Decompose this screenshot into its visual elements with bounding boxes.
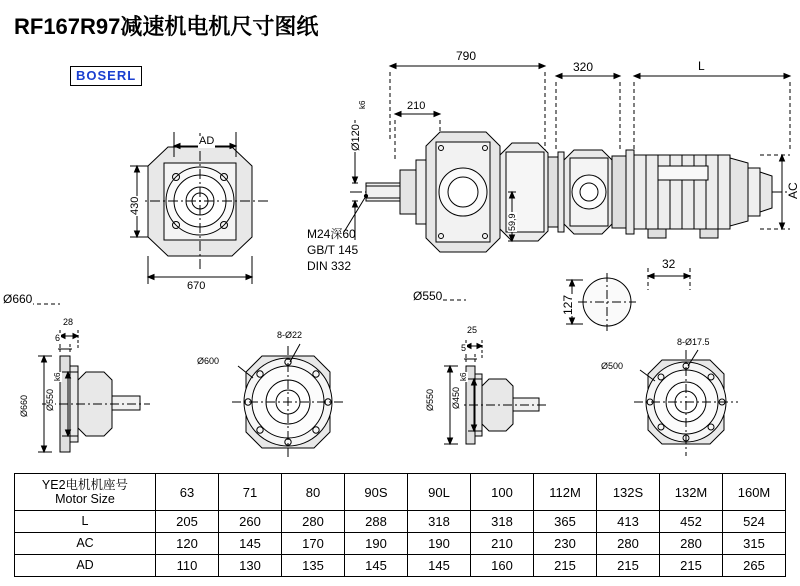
dim-dia660-top: Ø660 [3,292,33,306]
table-cell: 260 [219,511,282,533]
table-cell: 190 [408,533,471,555]
table-header-row [15,474,786,511]
dim-670: 670 [187,280,206,292]
motor-size-table [14,473,786,577]
thread-spec-line2: GB/T 145 [307,243,359,257]
table-header-cell: 71 [219,474,282,511]
dim-210: 210 [407,100,426,112]
table-header-cell: 80 [282,474,345,511]
table-cell: 110 [156,555,219,577]
dim-AC: AC [786,182,800,199]
dim-59-9: 59,9 [507,213,517,231]
dim-28: 28 [63,317,74,327]
table-cell: 145 [408,555,471,577]
table-cell: 280 [597,533,660,555]
table-cell: 280 [282,511,345,533]
table-cell: 318 [408,511,471,533]
table-cell: 315 [723,533,786,555]
table-cell: 288 [345,511,408,533]
dim-dia660-v: Ø660 [19,394,29,417]
dim-320: 320 [573,60,594,74]
dim-ad-top: AD [199,135,215,147]
table-cell: 230 [534,533,597,555]
table-header-cell: 132S [597,474,660,511]
table-cell: 524 [723,511,786,533]
table-cell: 170 [282,533,345,555]
dim-dia500: Ø500 [601,361,624,371]
table-cell: 120 [156,533,219,555]
table-cell: 135 [282,555,345,577]
dim-holes-8x17-5: 8-Ø17.5 [677,337,710,347]
table-cell: 210 [471,533,534,555]
table-cell: 452 [660,511,723,533]
table-row-label: AD [15,555,156,577]
table-cell: 265 [723,555,786,577]
table-header-cell: 112M [534,474,597,511]
dim-5: 5 [461,343,467,353]
dim-32: 32 [662,257,676,271]
table-header-cell: 100 [471,474,534,511]
table-row [15,555,786,577]
dim-holes-8x22: 8-Ø22 [277,330,303,340]
brand-logo: BOSERL [70,66,142,86]
table-cell: 280 [660,533,723,555]
table-cell: 215 [660,555,723,577]
table-header-cell: 132M [660,474,723,511]
table-cell: 160 [471,555,534,577]
dim-dia120k6-tol: k6 [358,100,367,109]
table-cell: 145 [219,533,282,555]
dim-dia450k6-tol: k6 [459,372,468,381]
table-cell: 145 [345,555,408,577]
table-header-label: YE2电机机座号 Motor Size [15,474,156,511]
table-row-label: L [15,511,156,533]
dim-dia450k6-v: Ø450 [451,386,461,409]
table-header-cell: 63 [156,474,219,511]
dim-dia120k6: Ø120 [350,124,362,151]
table-row [15,511,786,533]
table-header-cell: 160M [723,474,786,511]
dim-dia550-v: Ø550 [425,388,435,411]
dim-25: 25 [467,325,478,335]
thread-spec-line1: M24深60 [307,227,356,241]
table-header-cell: 90L [408,474,471,511]
table-row [15,533,786,555]
dim-790: 790 [456,49,477,63]
table-cell: 130 [219,555,282,577]
dim-dia600: Ø600 [197,356,220,366]
table-cell: 413 [597,511,660,533]
table-cell: 318 [471,511,534,533]
dim-dia550k6-v: Ø550 [45,388,55,411]
dim-L: L [698,59,705,73]
table-row-label: AC [15,533,156,555]
table-header-cell: 90S [345,474,408,511]
page-title: RF167R97减速机电机尺寸图纸 [14,14,319,39]
dim-dia550-mid: Ø550 [413,289,443,303]
dim-6: 6 [55,333,61,343]
table-cell: 215 [597,555,660,577]
table-cell: 215 [534,555,597,577]
thread-spec-line3: DIN 332 [307,259,352,273]
table-cell: 205 [156,511,219,533]
table-cell: 365 [534,511,597,533]
table-cell: 190 [345,533,408,555]
dim-127: 127 [561,294,575,315]
dim-dia550k6-tol: k6 [53,372,62,381]
dim-430: 430 [129,196,141,215]
